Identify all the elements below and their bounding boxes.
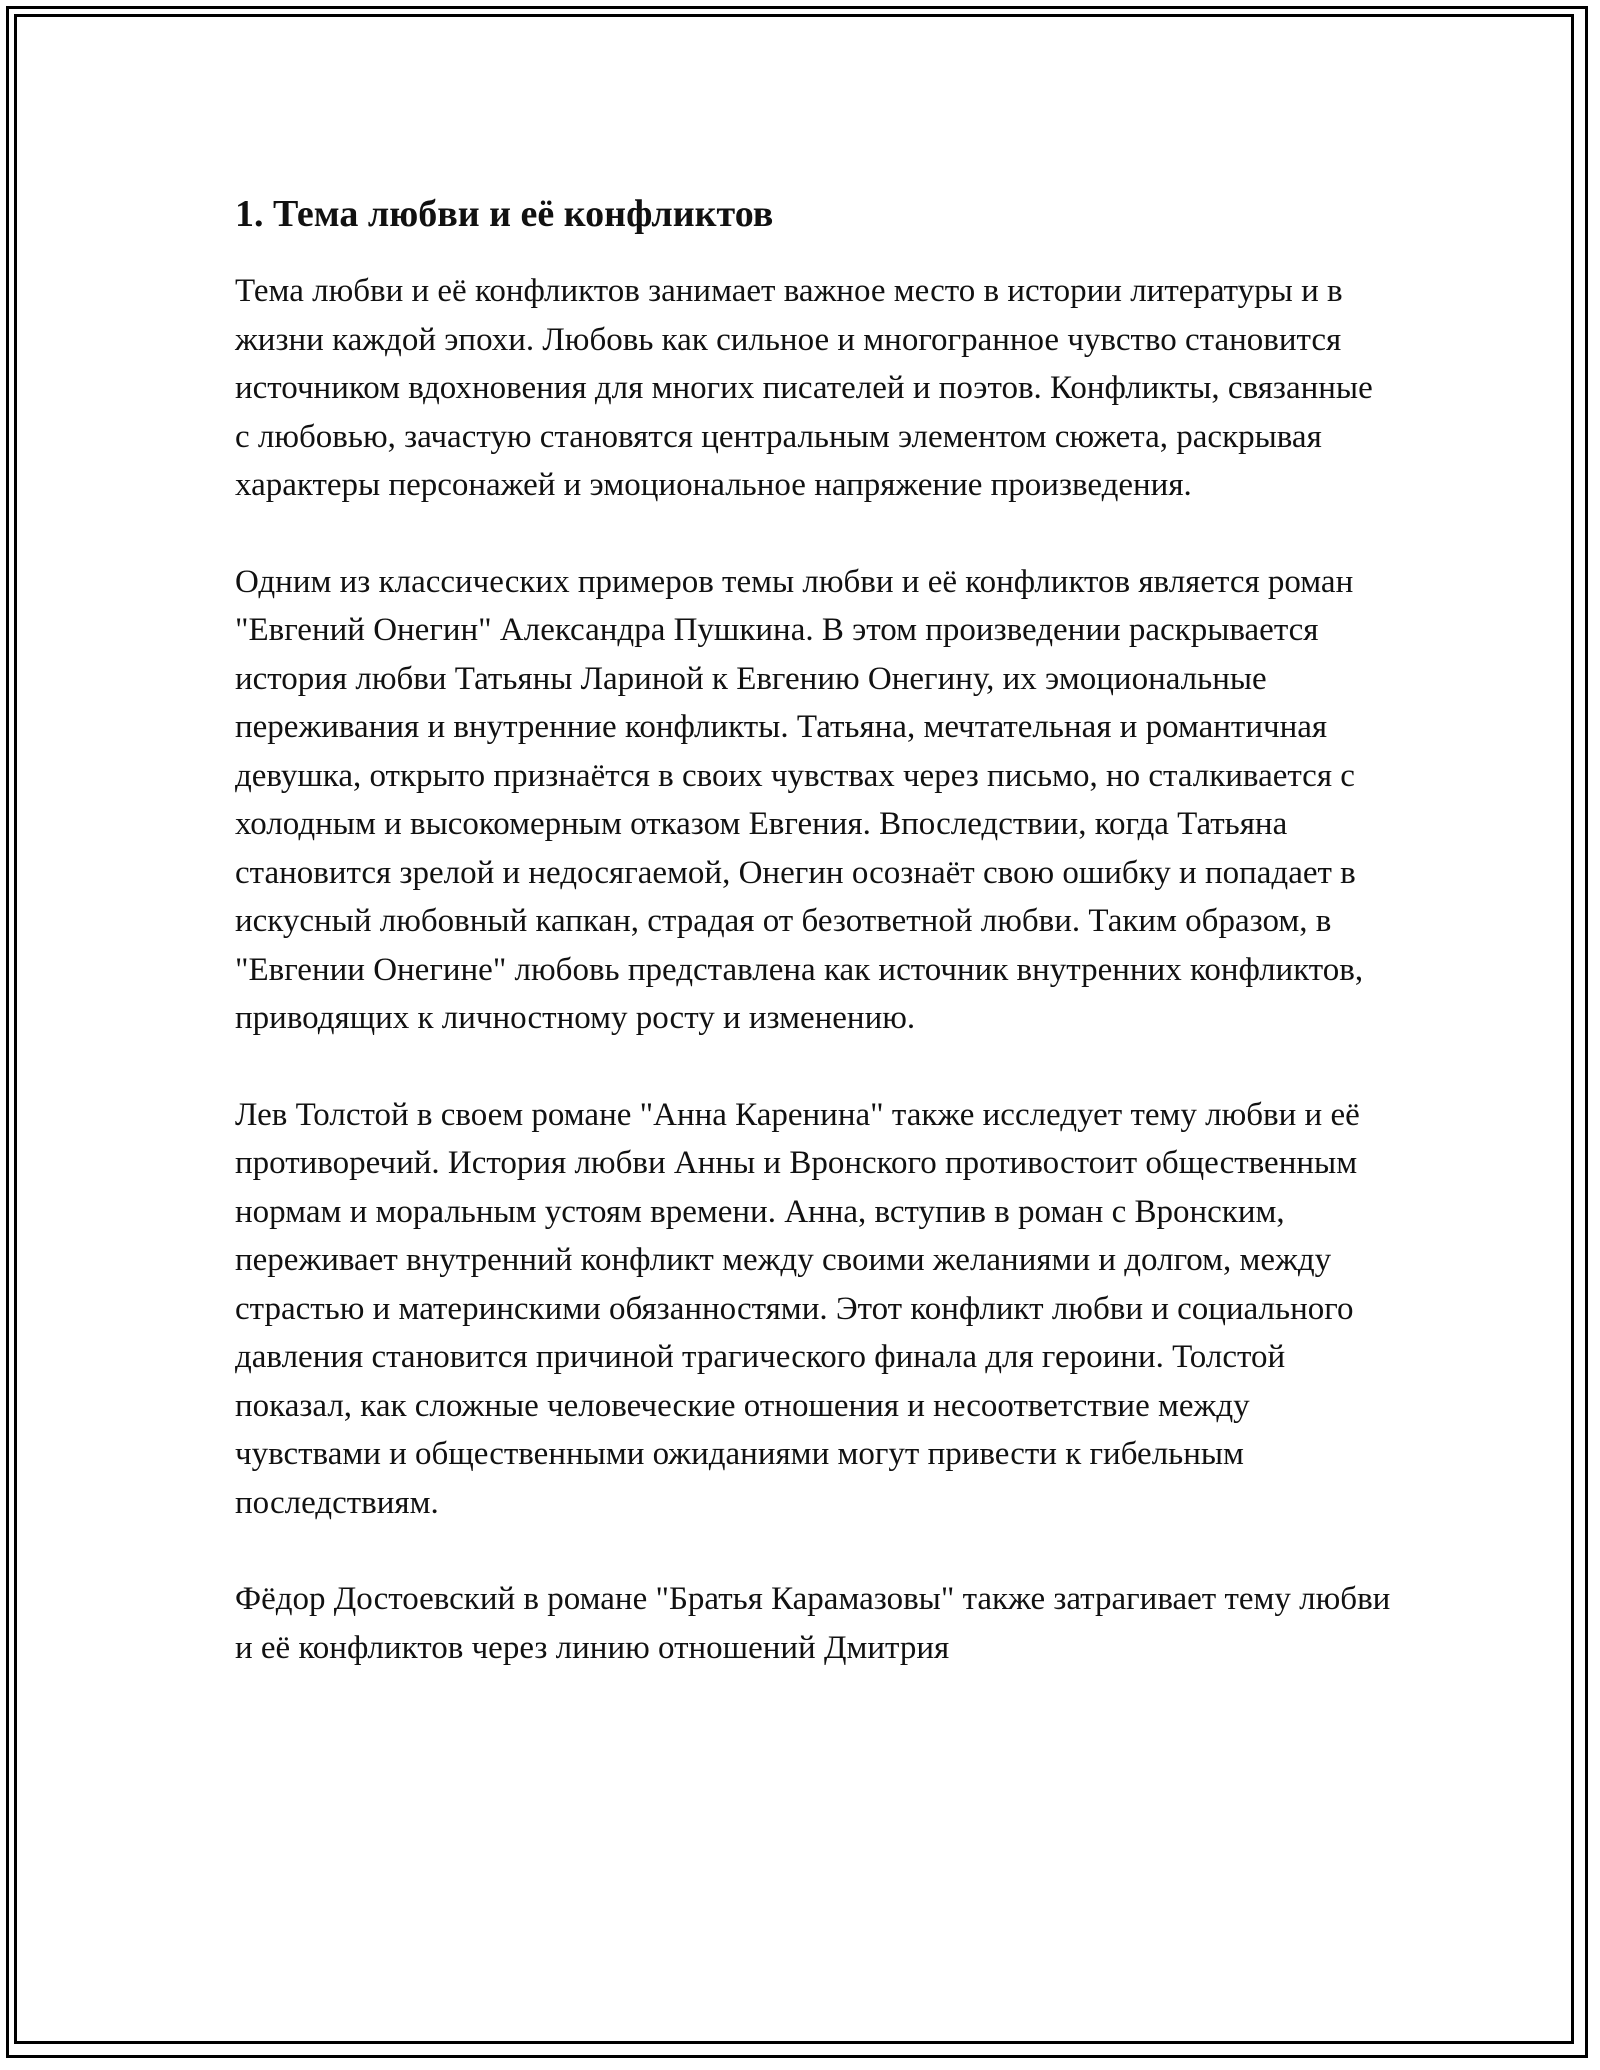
paragraph-karenina: Лев Толстой в своем романе "Анна Каренина" также исследует тему любви и её противоречий. История любви Анны и Вронского противостоит общественным нормам и моральным устоям времени. Анна, вступив в роман с Вронским, переживает внутренний конфликт между своими желаниями и долгом, между страстью и материнскими обязанностями. Этот конфликт любви и социального давления становится причиной трагического финала для героини. Толстой показал, как сложные человеческие отношения и несоответствие между чувствами и общественными ожиданиями могут привести к гибельным последствиям. <box>235 1096 1360 1521</box>
document-title: 1. Тема любви и её конфликтов <box>235 193 774 235</box>
paragraph-onegin: Одним из классических примеров темы любви и её конфликтов является роман "Евгений Онегин" Александра Пушкина. В этом произведении раскрывается история любви Татьяны Лариной к Евгению Онегину, их эмоциональные переживания и внутренние конфликты. Татьяна, мечтательная и романтичная девушка, открыто признаётся в своих чувствах через письмо, но сталкивается с холодным и высокомерным отказом Евгения. Впоследствии, когда Татьяна становится зрелой и недосягаемой, Онегин осознаёт свою ошибку и попадает в искусный любовный капкан, страдая от безответной любви. Таким образом, в "Евгении Онегине" любовь представлена как источник внутренних конфликтов, приводящих к личностному росту и изменению. <box>235 563 1364 1036</box>
paragraph-karamazov: Фёдор Достоевский в романе "Братья Карамазовы" также затрагивает тему любви и её конфликтов через линию отношений Дмитрия <box>235 1581 1391 1666</box>
document-body <box>235 185 1395 1720</box>
paragraph-intro: Тема любви и её конфликтов занимает важное место в истории литературы и в жизни каждой эпохи. Любовь как сильное и многогранное чувство становится источником вдохновения для многих писателей и поэтов. Конфликты, связанные с любовью, зачастую становятся центральным элементом сюжета, раскрывая характеры персонажей и эмоциональное напряжение произведения. <box>235 273 1373 503</box>
